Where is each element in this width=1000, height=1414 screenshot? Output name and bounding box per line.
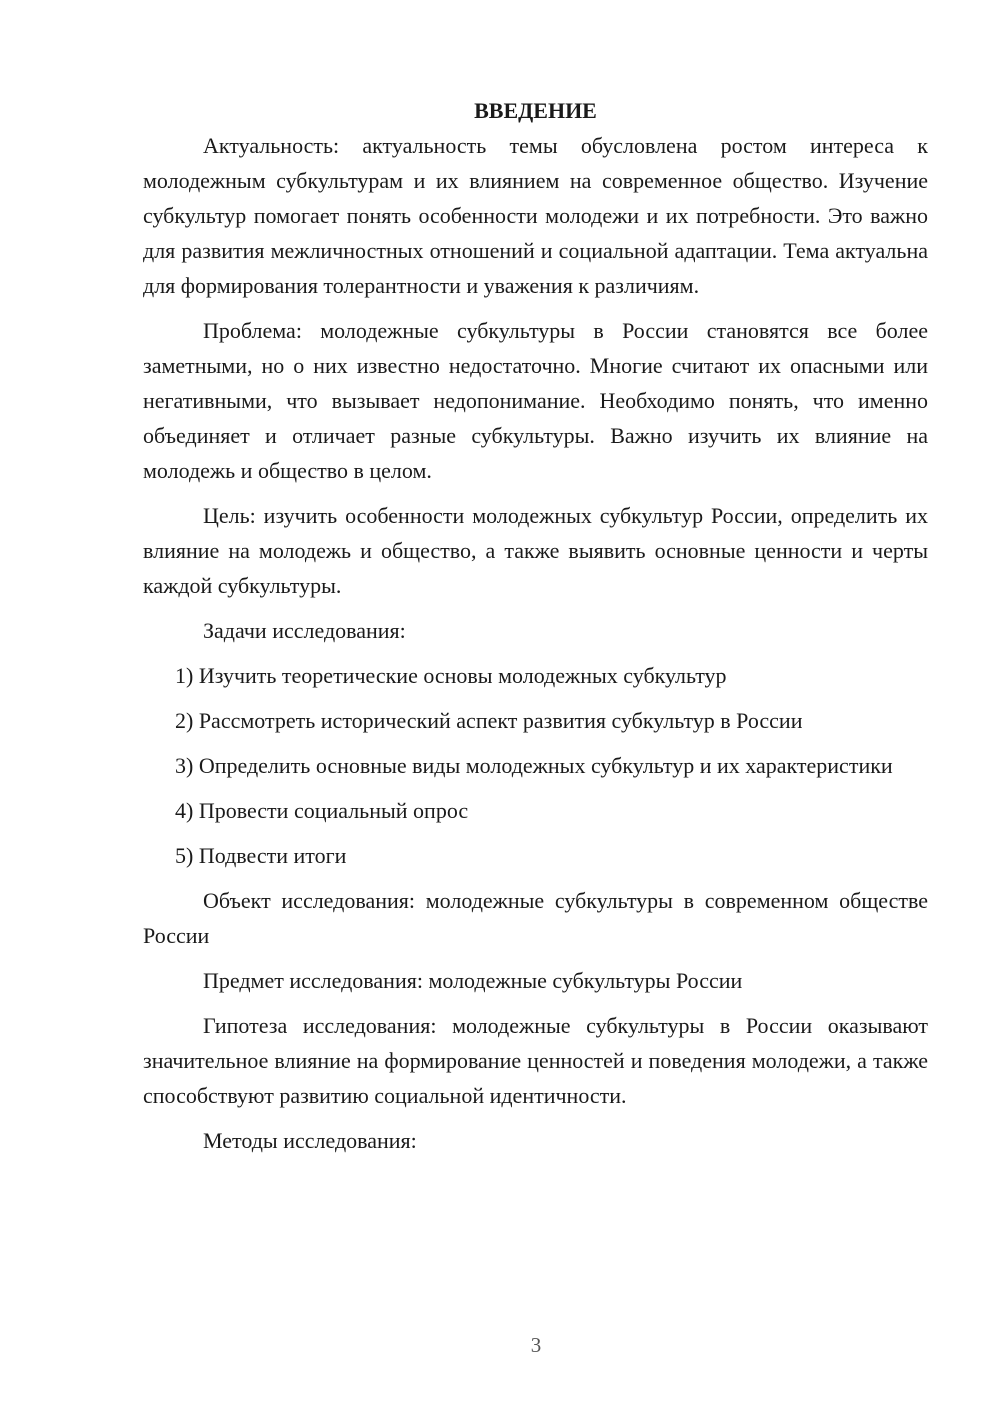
relevance-paragraph: Актуальность: актуальность темы обусловлена ростом интереса к молодежным субкультурам и их влиянием на современное общество. Изучение субкультур помогает понять особенности молодежи и их потребности. Это важно для развития межличностных отношений и социальной адаптации. Тема актуальна для формирования толерантности и уважения к различиям.: [143, 133, 928, 298]
subject-paragraph: Предмет исследования: молодежные субкультуры России: [203, 968, 743, 993]
tasks-title: Задачи исследования:: [203, 618, 406, 643]
page-number: 3: [530, 1333, 542, 1357]
hypothesis-paragraph: Гипотеза исследования: молодежные субкультуры в России оказывают значительное влияние на формирование ценностей и поведения молодежи, а также способствуют развитию социальной идентичности.: [143, 1013, 928, 1108]
task-item-4: 4) Провести социальный опрос: [175, 798, 469, 823]
page-content: [143, 93, 928, 1168]
object-paragraph: Объект исследования: молодежные субкультуры в современном обществе России: [143, 888, 928, 948]
task-item-1: 1) Изучить теоретические основы молодежных субкультур: [175, 663, 727, 688]
methods-title: Методы исследования:: [203, 1128, 417, 1153]
task-item-2: 2) Рассмотреть исторический аспект развития субкультур в России: [175, 708, 803, 733]
problem-paragraph: Проблема: молодежные субкультуры в России становятся все более заметными, но о них известно недостаточно. Многие считают их опасными или негативными, что вызывает недопонимание. Необходимо понять, что именно объединяет и отличает разные субкультуры. Важно изучить их влияние на молодежь и общество в целом.: [143, 318, 928, 483]
task-item-3: 3) Определить основные виды молодежных субкультур и их характеристики: [175, 753, 893, 778]
section-heading: ВВЕДЕНИЕ: [474, 98, 597, 123]
goal-paragraph: Цель: изучить особенности молодежных субкультур России, определить их влияние на молодежь и общество, а также выявить основные ценности и черты каждой субкультуры.: [143, 503, 928, 598]
task-item-5: 5) Подвести итоги: [175, 843, 347, 868]
